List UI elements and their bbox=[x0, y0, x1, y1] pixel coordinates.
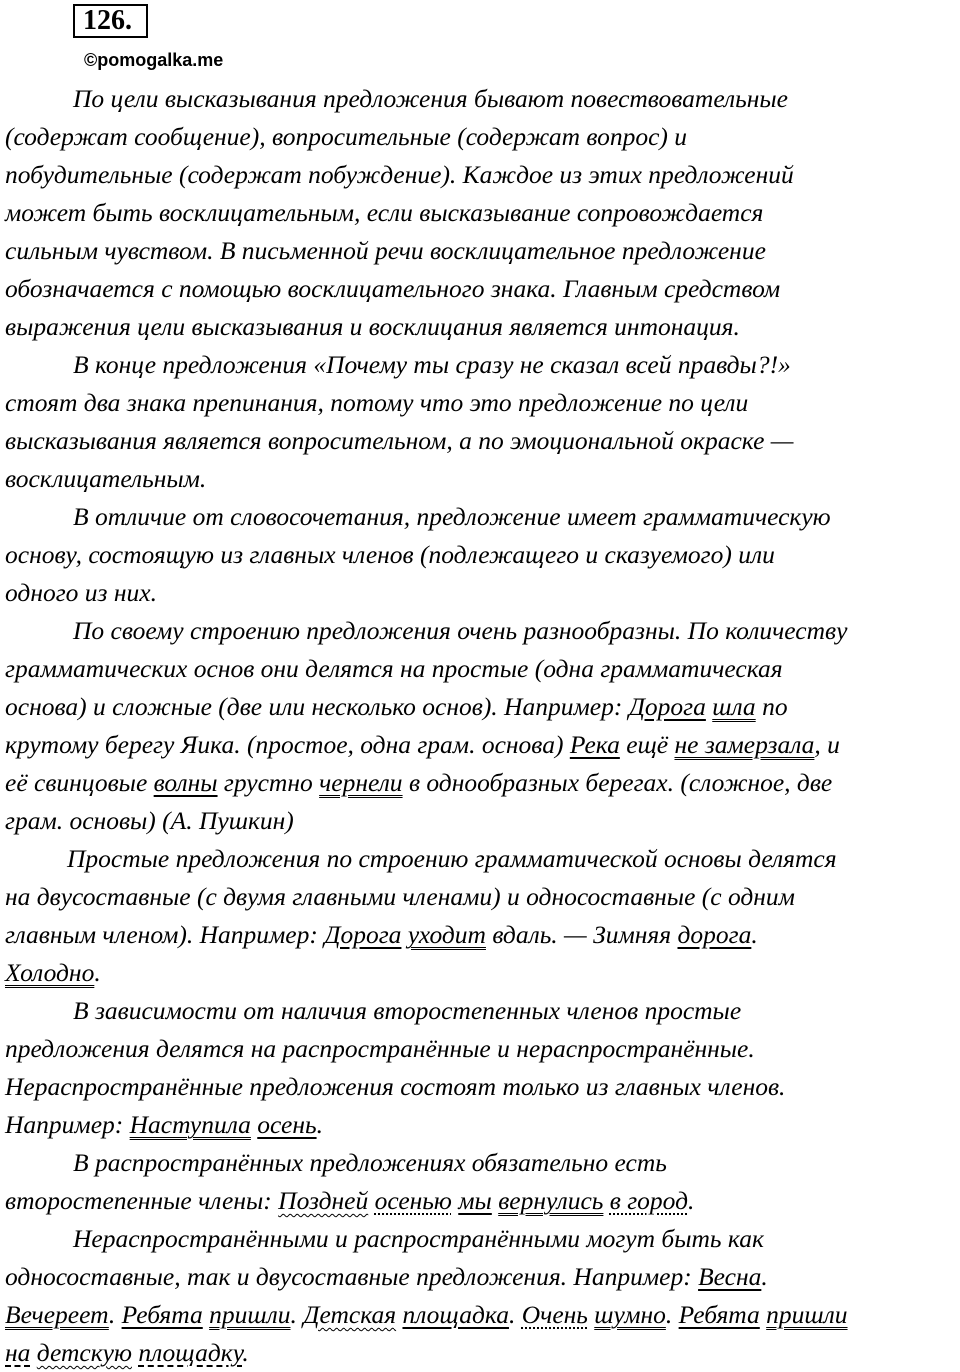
text-line bbox=[5, 1296, 957, 1334]
text-line bbox=[5, 688, 957, 726]
text-line: может быть восклицательным, если высказывание сопровождается bbox=[5, 198, 764, 227]
text-line: (содержат сообщение), вопросительные (содержат вопрос) и bbox=[5, 122, 688, 151]
text-line bbox=[5, 916, 957, 954]
subject-word: Весна bbox=[698, 1262, 762, 1291]
predicate-word: пришли bbox=[209, 1300, 291, 1329]
text-segment: . bbox=[242, 1338, 249, 1367]
text-line: В конце предложения «Почему ты сразу не сказал всей правды?!» bbox=[73, 350, 791, 379]
object-word: площадку bbox=[138, 1338, 243, 1367]
text-line: Нераспространённые предложения состоят только из главных членов. bbox=[5, 1072, 786, 1101]
text-segment: , и bbox=[814, 730, 840, 759]
text-line: В распространённых предложениях обязательно есть bbox=[73, 1148, 667, 1177]
text-line: выражения цели высказывания и восклицания является интонация. bbox=[5, 312, 740, 341]
predicate-word: вернулись bbox=[498, 1186, 604, 1215]
adverbial-word: в город bbox=[609, 1186, 688, 1215]
text-segment: . bbox=[688, 1186, 695, 1215]
text-segment: вдаль. — Зимняя bbox=[485, 920, 678, 949]
text-segment: главным членом). Например: bbox=[5, 920, 325, 949]
predicate-word: Наступила bbox=[129, 1110, 251, 1139]
text-segment: . bbox=[316, 1110, 323, 1139]
predicate-word: чернели bbox=[319, 768, 403, 797]
predicate-word: не замерзала bbox=[674, 730, 815, 759]
text-segment: односоставные, так и двусоставные предложения. Например: bbox=[5, 1262, 699, 1291]
subject-word: осень bbox=[257, 1110, 317, 1139]
text-segment: грустно bbox=[217, 768, 320, 797]
text-line: стоят два знака препинания, потому что это предложение по цели bbox=[5, 388, 749, 417]
exercise-number: 126. bbox=[73, 4, 148, 38]
attribute-word: Поздней bbox=[278, 1186, 369, 1215]
text-segment: в однообразных берегах. (сложное, две bbox=[402, 768, 833, 797]
subject-word: мы bbox=[458, 1186, 492, 1215]
predicate-word: Вечереет bbox=[5, 1300, 109, 1329]
text-line bbox=[5, 1258, 957, 1296]
text-line: высказывания является вопросительном, а по эмоциональной окраске — bbox=[5, 426, 794, 455]
text-segment: второстепенные члены: bbox=[5, 1186, 279, 1215]
text-line bbox=[5, 1334, 957, 1372]
text-segment: . bbox=[751, 920, 758, 949]
subject-word: Дорога bbox=[324, 920, 402, 949]
text-line: грам. основы) (А. Пушкин) bbox=[5, 806, 294, 835]
attribute-word: детскую bbox=[36, 1338, 132, 1367]
text-line: обозначается с помощью восклицательного знака. Главным средством bbox=[5, 274, 781, 303]
subject-word: Река bbox=[569, 730, 620, 759]
text-line: предложения делятся на распространённые и нераспространённые. bbox=[5, 1034, 755, 1063]
text-line bbox=[5, 1182, 957, 1220]
text-segment: . bbox=[94, 958, 101, 987]
text-line: Нераспространёнными и распространёнными могут быть как bbox=[73, 1224, 764, 1253]
answer-text bbox=[5, 80, 957, 1372]
text-line: По цели высказывания предложения бывают повествовательные bbox=[73, 84, 788, 113]
adverbial-word: осенью bbox=[374, 1186, 452, 1215]
text-segment: по bbox=[755, 692, 788, 721]
predicate-word: уходит bbox=[407, 920, 486, 949]
predicate-word: шумно bbox=[594, 1300, 666, 1329]
subject-word: Ребята bbox=[678, 1300, 760, 1329]
text-line: По своему строению предложения очень разнообразны. По количеству bbox=[73, 616, 848, 645]
text-segment: . bbox=[508, 1300, 522, 1329]
text-segment: её свинцовые bbox=[5, 768, 154, 797]
subject-word: площадка bbox=[402, 1300, 509, 1329]
text-line: основу, состоящую из главных членов (подлежащего и сказуемого) или bbox=[5, 540, 775, 569]
text-line: грамматических основ они делятся на простые (одна грамматическая bbox=[5, 654, 783, 683]
text-segment: ещё bbox=[619, 730, 675, 759]
subject-word: Ребята bbox=[121, 1300, 203, 1329]
text-line bbox=[5, 1106, 957, 1144]
text-segment: . bbox=[290, 1300, 304, 1329]
text-line: восклицательным. bbox=[5, 464, 207, 493]
text-segment: крутому берегу Яика. (простое, одна грам. основа) bbox=[5, 730, 570, 759]
text-line bbox=[5, 764, 957, 802]
text-segment: . bbox=[761, 1262, 768, 1291]
text-line: побудительные (содержат побуждение). Каждое из этих предложений bbox=[5, 160, 794, 189]
text-line: Простые предложения по строению грамматической основы делятся bbox=[67, 844, 837, 873]
attribute-word: Детская bbox=[303, 1300, 397, 1329]
text-line: одного из них. bbox=[5, 578, 157, 607]
subject-word: Дорога bbox=[628, 692, 706, 721]
predicate-word: пришли bbox=[766, 1300, 848, 1329]
subject-word: волны bbox=[153, 768, 218, 797]
text-line: В зависимости от наличия второстепенных членов простые bbox=[73, 996, 742, 1025]
text-segment: . bbox=[108, 1300, 122, 1329]
text-segment: . bbox=[665, 1300, 679, 1329]
text-line: В отличие от словосочетания, предложение имеет грамматическую bbox=[73, 502, 831, 531]
object-word: на bbox=[5, 1338, 31, 1367]
text-segment: основа) и сложные (две или несколько основ). Например: bbox=[5, 692, 629, 721]
predicate-word: шла bbox=[712, 692, 756, 721]
subject-word: дорога bbox=[677, 920, 752, 949]
adverbial-word: Очень bbox=[521, 1300, 588, 1329]
text-line: на двусоставные (с двумя главными членами) и односоставные (с одним bbox=[5, 882, 795, 911]
text-line bbox=[5, 726, 957, 764]
predicate-word: Холодно bbox=[5, 958, 95, 987]
text-segment: Например: bbox=[5, 1110, 130, 1139]
text-line: сильным чувством. В письменной речи восклицательное предложение bbox=[5, 236, 766, 265]
watermark: ©pomogalka.me bbox=[84, 50, 224, 70]
text-line bbox=[5, 954, 957, 992]
